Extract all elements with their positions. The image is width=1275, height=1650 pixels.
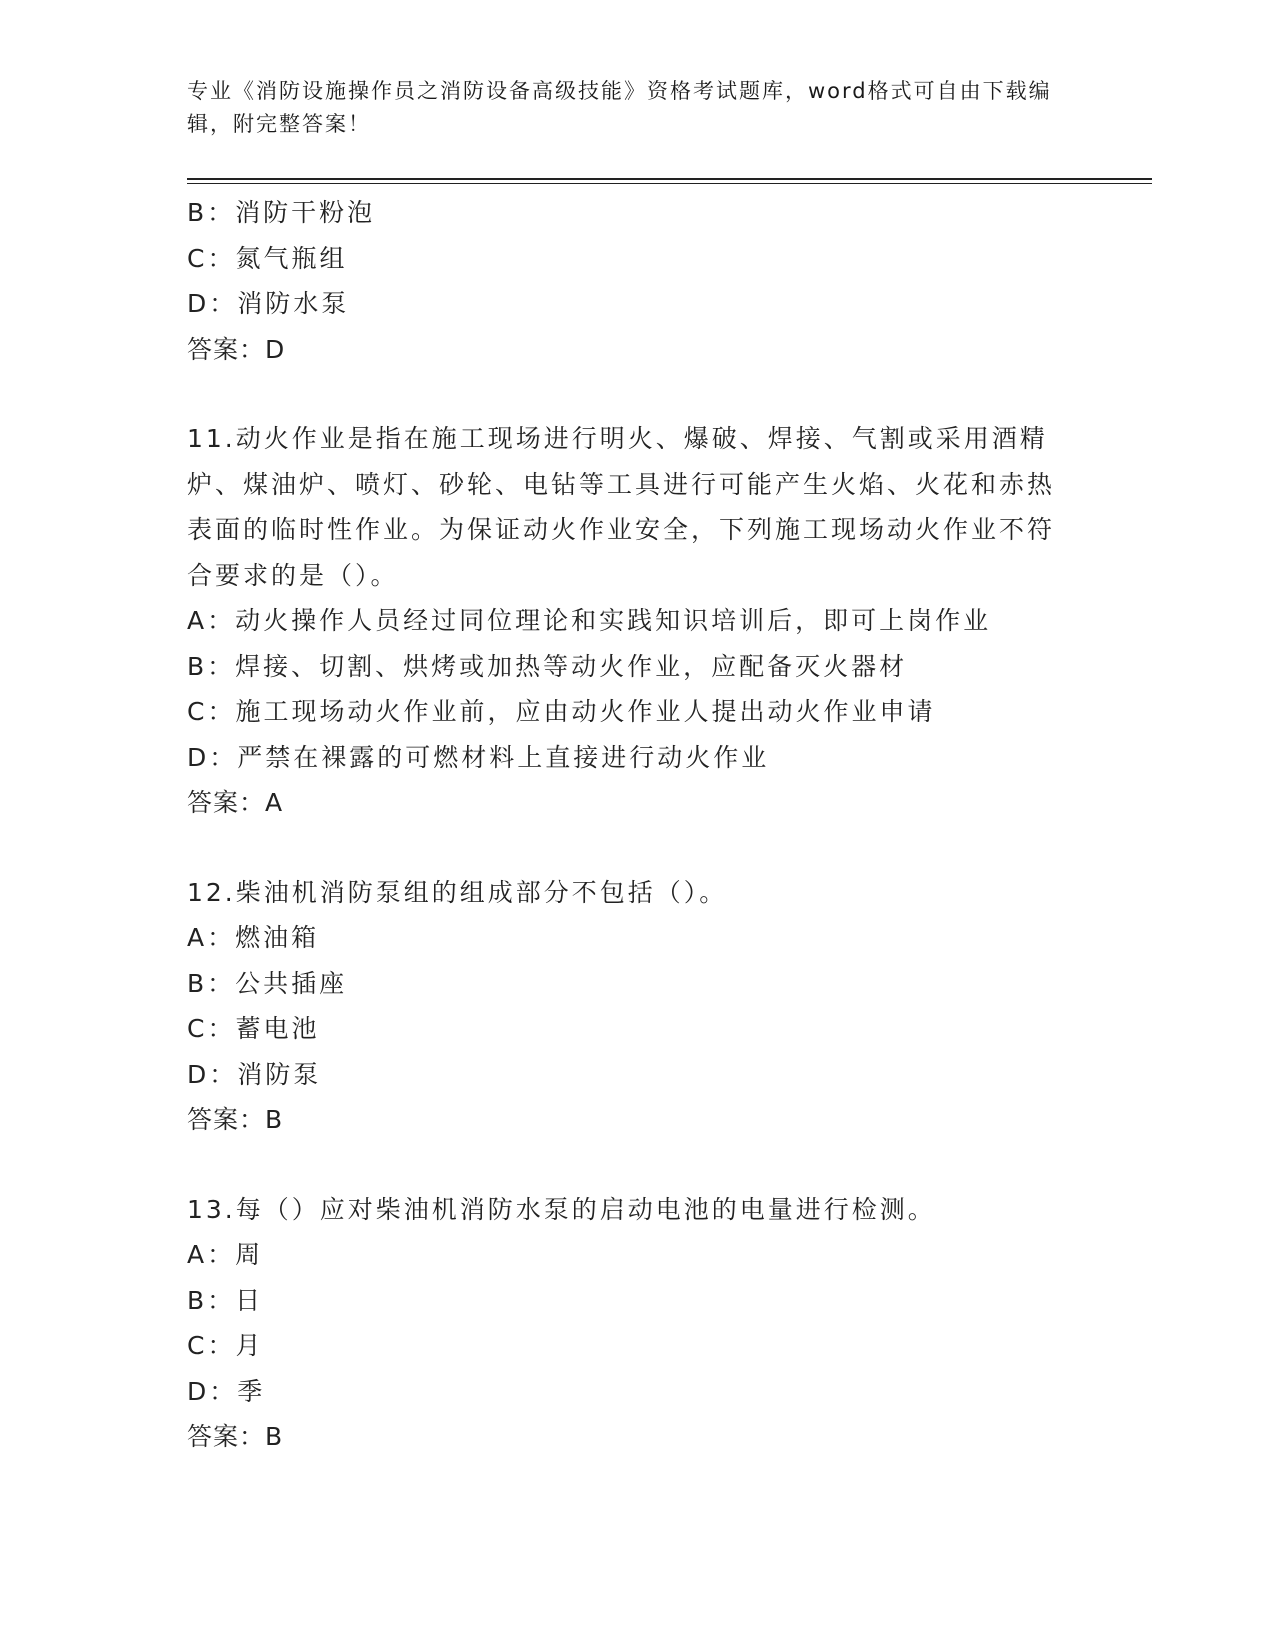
question-block	[187, 870, 1137, 1143]
question-stem: 11.动火作业是指在施工现场进行明火、爆破、焊接、气割或采用酒精炉、煤油炉、喷灯、砂轮、电钻等工具进行可能产生火焰、火花和赤热表面的临时性作业。为保证动火作业安全，下列施工现场动火作业不符合要求的是（）。	[187, 424, 1056, 590]
option-d: D：消防泵	[187, 1059, 322, 1089]
header-rule-thin	[187, 183, 1152, 184]
option-b: B：焊接、切割、烘烤或加热等动火作业，应配备灭火器材	[187, 651, 908, 681]
option-c: C：月	[187, 1331, 264, 1360]
question-stem: 12.柴油机消防泵组的组成部分不包括（）。	[187, 877, 728, 907]
option-a: A：动火操作人员经过同位理论和实践知识培训后，即可上岗作业	[187, 606, 992, 635]
option-d: D：消防水泵	[187, 289, 350, 318]
document-header: 专业《消防设施操作员之消防设备高级技能》资格考试题库，word格式可自由下载编辑，附完整答案！	[187, 79, 1052, 136]
answer-line: 答案：B	[187, 1105, 284, 1134]
option-b: B：公共插座	[187, 968, 348, 998]
question-stem: 13.每（）应对柴油机消防水泵的启动电池的电量进行检测。	[187, 1194, 936, 1224]
question-block	[187, 416, 1137, 826]
question-block	[187, 1187, 1137, 1460]
option-b: B：日	[187, 1285, 264, 1315]
block-spacer	[187, 826, 1137, 870]
option-b: B：消防干粉泡	[187, 198, 376, 227]
block-spacer	[187, 1143, 1137, 1187]
option-d: D：季	[187, 1376, 266, 1406]
block-spacer	[187, 372, 1137, 416]
option-c: C：氮气瓶组	[187, 243, 348, 273]
answer-line: 答案：B	[187, 1422, 284, 1451]
header-rule-thick	[187, 178, 1152, 180]
question-content	[187, 190, 1137, 1460]
answer-line: 答案：A	[187, 788, 284, 817]
option-c: C：施工现场动火作业前，应由动火作业人提出动火作业申请	[187, 697, 936, 726]
option-a: A：燃油箱	[187, 923, 320, 952]
option-a: A：周	[187, 1240, 264, 1269]
answer-line: 答案：D	[187, 334, 286, 364]
option-d: D：严禁在裸露的可燃材料上直接进行动火作业	[187, 742, 770, 772]
option-c: C：蓄电池	[187, 1014, 320, 1043]
prev-question-block	[187, 190, 1137, 372]
